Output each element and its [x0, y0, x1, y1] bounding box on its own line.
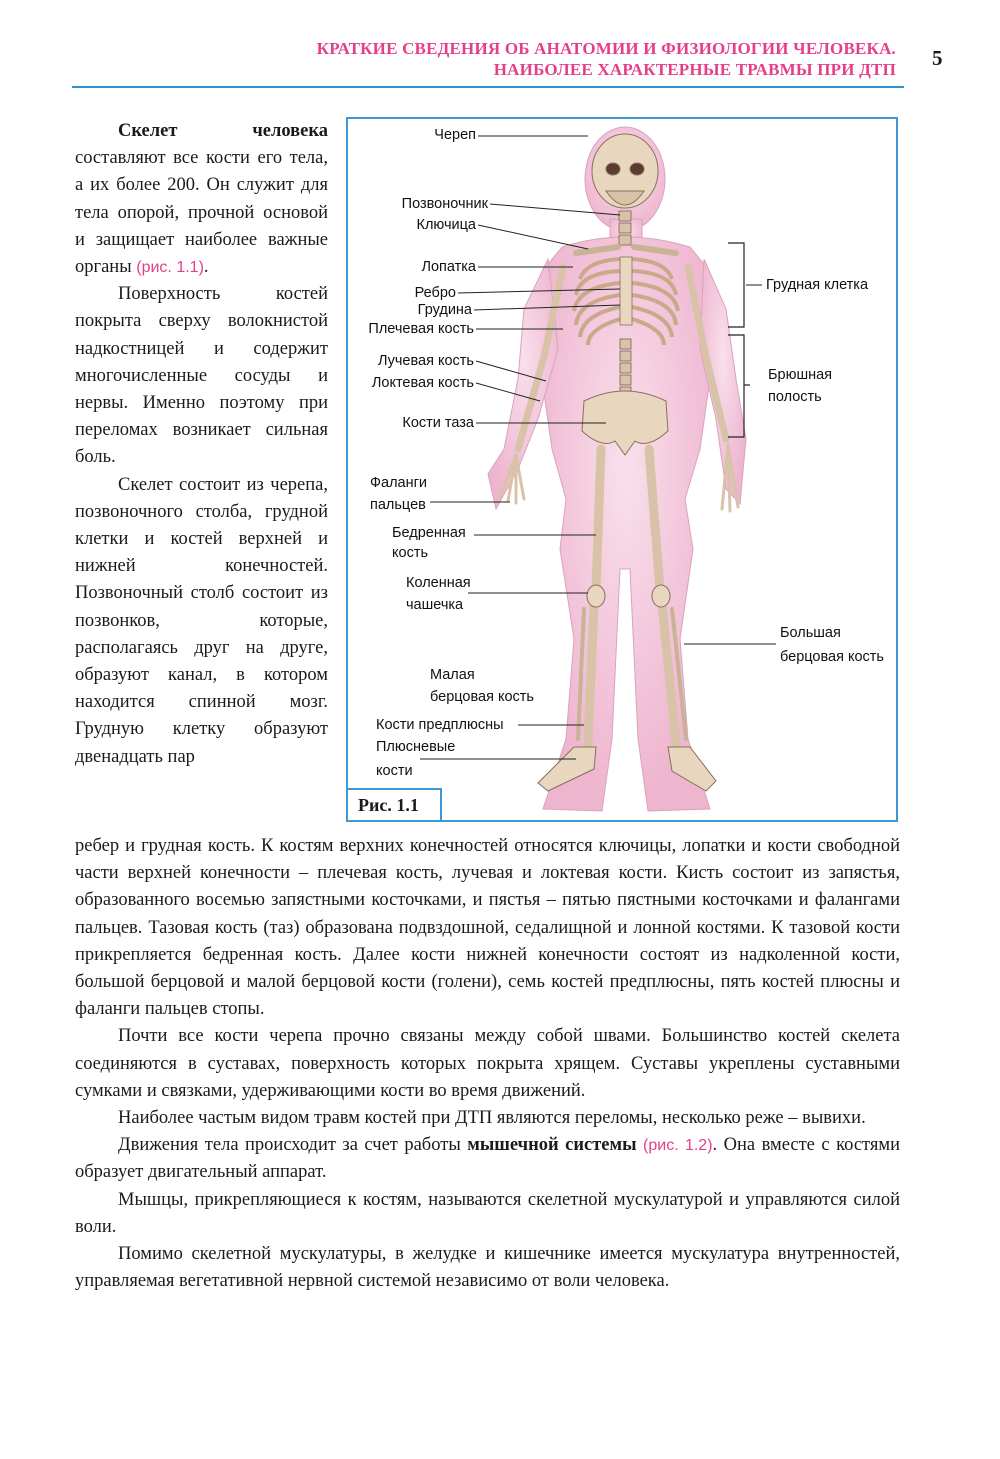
- label-patella-line-2: чашечка: [406, 597, 464, 613]
- figure-caption: Рис. 1.1: [346, 788, 442, 822]
- label-tibia-line-2: берцовая кость: [780, 649, 884, 665]
- label-tibia-line-1: Большая: [780, 625, 841, 641]
- header-divider: [72, 86, 904, 88]
- paragraph-skeleton-parts-continued: ребер и грудная кость. К костям верхних конечностей относятся ключицы, лопатки и кости свободной части верхней конечности – плечевая кость, лучевая и локтевая кости. Кисть состоит из запястья, образованного восемью запястными косточками, и пястья – пятью пястными косточками и фалангами пальцев. Тазовая кость (таз) образована подвздошной, седалищной и лонной костями. К тазовой кости прикрепляется бедренная кость. Далее кости нижней конечности состоят из надколенной кости, большой берцовой и малой берцовой кости (голени), семь костей предплюсны, пять костей плюсны и фаланги пальцев стопы.: [75, 836, 900, 1020]
- label-abdomen-line-1: Брюшная: [768, 367, 833, 383]
- sternum-bone: [620, 257, 632, 325]
- label-fibula-line-2: берцовая кость: [430, 689, 534, 705]
- patella-bones: [587, 585, 670, 607]
- label-skull: Череп: [434, 127, 476, 143]
- side-column-text: [75, 118, 328, 771]
- label-phalanges-line-2: пальцев: [370, 497, 426, 513]
- label-fibula-line-1: Малая: [430, 667, 475, 683]
- label-radius: Лучевая кость: [377, 353, 474, 369]
- main-text: [75, 833, 900, 1295]
- label-phalanges-line-1: Фаланги: [370, 475, 428, 491]
- label-metatarsus-line-2: кости: [376, 763, 413, 779]
- figure-skeleton: [346, 117, 898, 822]
- label-tarsus: Кости предплюсны: [376, 717, 504, 733]
- label-femur-line-1: Бедренная: [392, 525, 466, 541]
- label-metatarsus-line-1: Плюсневые: [376, 739, 456, 755]
- label-patella-line-1: Коленная: [406, 575, 471, 591]
- term-muscle-system: мышечной системы: [467, 1135, 637, 1156]
- label-rib: Ребро: [414, 285, 456, 301]
- running-header: [216, 38, 896, 80]
- figure-ref-1-1[interactable]: (рис. 1.1): [136, 259, 204, 277]
- label-femur-line-2: кость: [392, 545, 429, 561]
- label-clavicle: Ключица: [416, 217, 476, 233]
- paragraph-skeleton-intro: Скелет человека составляют все кости его тела, а их более 200. Он служит для тела опорой, прочной основой и защищает наиболее важные органы (рис. 1.1).: [75, 121, 328, 278]
- paragraph-bone-surface: Поверхность костей покрыта сверху волокнистой надкостницей и содержит многочисленные сосуды и нервы. Именно поэтому при переломах возникает сильная боль.: [75, 284, 328, 468]
- paragraph-muscle-system: Движения тела происходит за счет работы мышечной системы (рис. 1.2). Она вместе с костями образует двигательный аппарат.: [75, 1135, 900, 1183]
- header-line-2: НАИБОЛЕЕ ХАРАКТЕРНЫЕ ТРАВМЫ ПРИ ДТП: [493, 60, 896, 79]
- label-humerus: Плечевая кость: [368, 321, 474, 337]
- label-spine: Позвоночник: [401, 196, 488, 212]
- label-sternum: Грудина: [417, 302, 472, 318]
- header-line-1: КРАТКИЕ СВЕДЕНИЯ ОБ АНАТОМИИ И ФИЗИОЛОГИИ ЧЕЛОВЕКА.: [316, 39, 896, 58]
- paragraph-skull-joints: Почти все кости черепа прочно связаны между собой швами. Большинство костей скелета соединяются в суставах, поверхность которых покрыта хрящем. Суставы укреплены суставными сумками и связками, удерживающими кости во время движений.: [75, 1026, 900, 1101]
- label-chest: Грудная клетка: [766, 277, 869, 293]
- skull-bones: [592, 134, 658, 208]
- paragraph-skeleton-parts: Скелет состоит из черепа, позвоночного столба, грудной клетки и костей верхней и нижней конечностей. Позвоночный столб состоит из позвонков, которые, располагаясь друг на друге, образуют канал, в котором находится спинной мозг. Грудную клетку образуют двенадцать пар: [75, 474, 328, 767]
- label-ulna: Локтевая кость: [371, 375, 474, 391]
- paragraph-skeletal-muscles: Мышцы, прикрепляющиеся к костям, называются скелетной мускулатурой и управляются силой воли.: [75, 1189, 900, 1237]
- label-scapula: Лопатка: [421, 259, 476, 275]
- label-pelvis: Кости таза: [402, 415, 474, 431]
- body-silhouette: [488, 127, 746, 811]
- paragraph-visceral-muscles: Помимо скелетной мускулатуры, в желудке и кишечнике имеется мускулатура внутренностей, управляемая вегетативной нервной системой независимо от воли человека.: [75, 1244, 900, 1292]
- figure-ref-1-2[interactable]: (рис. 1.2): [643, 1137, 713, 1155]
- term-skeleton: Скелет человека: [118, 121, 328, 141]
- page-number: 5: [932, 46, 943, 70]
- paragraph-injuries: Наиболее частым видом травм костей при ДТП являются переломы, несколько реже – вывихи.: [118, 1108, 866, 1129]
- label-abdomen-line-2: полость: [768, 389, 822, 405]
